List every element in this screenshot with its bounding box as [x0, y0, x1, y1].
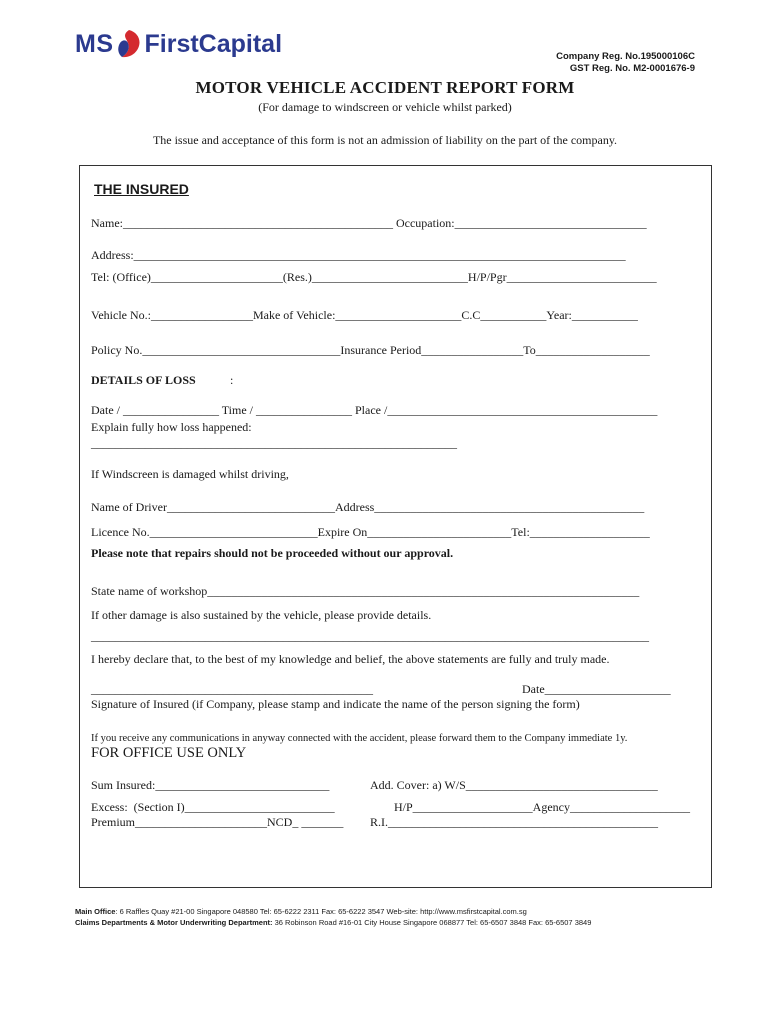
signature-date-field[interactable]: Date_____________________	[522, 682, 671, 696]
hp-agency-field[interactable]: H/P____________________Agency____________________	[394, 800, 690, 814]
name-occupation-field[interactable]: Name:_____________________________________________ Occupation:________________________________	[91, 216, 647, 230]
sum-insured-field[interactable]: Sum Insured:_____________________________	[91, 778, 330, 792]
approval-warning: Please note that repairs should not be proceeded without our approval.	[91, 546, 454, 560]
loss-heading-colon: :	[230, 373, 234, 387]
footer-claims-text: 36 Robinson Road #16-01 City House Singapore 068877 Tel: 65-6507 3848 Fax: 65-6507 3849	[272, 918, 592, 927]
declaration-text: I hereby declare that, to the best of my knowledge and belief, the above statements are fully and truly made.	[91, 652, 610, 666]
date-time-place-field[interactable]: Date / ________________ Time / ________________ Place /_____________________________________________	[91, 403, 658, 417]
gst-reg-number: GST Reg. No. M2-0001676-9	[569, 63, 695, 74]
logo-firstcapital-text: FirstCapital	[144, 29, 283, 58]
other-damage-field[interactable]: _____________________________________________________________________________________________	[91, 629, 649, 643]
footer-claims-department	[75, 918, 591, 927]
licence-field[interactable]: Licence No.____________________________Expire On________________________Tel:____________________	[91, 525, 650, 539]
footer-main-office-text: : 6 Raffles Quay #21-00 Singapore 048580 Tel: 65-6222 2311 Fax: 65-6222 3547 Web-site: http://www.msfirstcapital.com.sg	[115, 907, 527, 916]
footer-claims-label: Claims Departments & Motor Underwriting Department:	[75, 918, 273, 927]
other-damage-label: If other damage is also sustained by the vehicle, please provide details.	[91, 608, 432, 622]
address-field[interactable]: Address:__________________________________________________________________________________	[91, 248, 626, 262]
company-reg-number: Company Reg. No.195000106C	[556, 51, 695, 62]
logo-ms-text: MS	[75, 29, 114, 58]
form-subtitle: (For damage to windscreen or vehicle whilst parked)	[258, 100, 512, 114]
workshop-field[interactable]: State name of workshop________________________________________________________________________	[91, 584, 640, 598]
signature-caption: Signature of Insured (if Company, please stamp and indicate the name of the person signing the form)	[91, 697, 580, 711]
explain-loss-field[interactable]: _____________________________________________________________	[91, 436, 457, 450]
signature-field[interactable]: _______________________________________________	[91, 682, 373, 696]
form-title: MOTOR VEHICLE ACCIDENT REPORT FORM	[195, 78, 575, 97]
ri-field[interactable]: R.I._____________________________________________	[370, 815, 658, 829]
add-cover-field[interactable]: Add. Cover: a) W/S________________________________	[370, 778, 658, 792]
excess-field[interactable]: Excess: (Section I)_________________________	[91, 800, 335, 814]
footer-main-office-label: Main Office	[75, 907, 116, 916]
tel-field[interactable]: Tel: (Office)______________________(Res.)__________________________H/P/Pgr_________________________	[91, 270, 657, 284]
loss-section-heading: DETAILS OF LOSS	[91, 373, 196, 387]
office-use-heading: FOR OFFICE USE ONLY	[91, 745, 247, 761]
explain-loss-label: Explain fully how loss happened:	[91, 420, 252, 434]
footer-main-office	[75, 907, 527, 916]
premium-ncd-field[interactable]: Premium______________________NCD_ _______	[91, 815, 344, 829]
company-logo	[75, 26, 282, 62]
policy-field[interactable]: Policy No._________________________________Insurance Period_________________To___________________	[91, 343, 650, 357]
insured-section-heading: THE INSURED	[94, 181, 189, 197]
windscreen-note: If Windscreen is damaged whilst driving,	[91, 467, 289, 481]
liability-disclaimer: The issue and acceptance of this form is not an admission of liability on the part of the company.	[152, 133, 618, 147]
logo-emblem-icon	[116, 29, 142, 59]
vehicle-field[interactable]: Vehicle No.:_________________Make of Vehicle:_____________________C.C___________Year:___________	[91, 308, 638, 322]
communications-note: If you receive any communications in anyway connected with the accident, please forward them to the Company immediate 1y.	[91, 733, 628, 744]
driver-address-field[interactable]: Name of Driver____________________________Address_____________________________________________	[91, 500, 645, 514]
